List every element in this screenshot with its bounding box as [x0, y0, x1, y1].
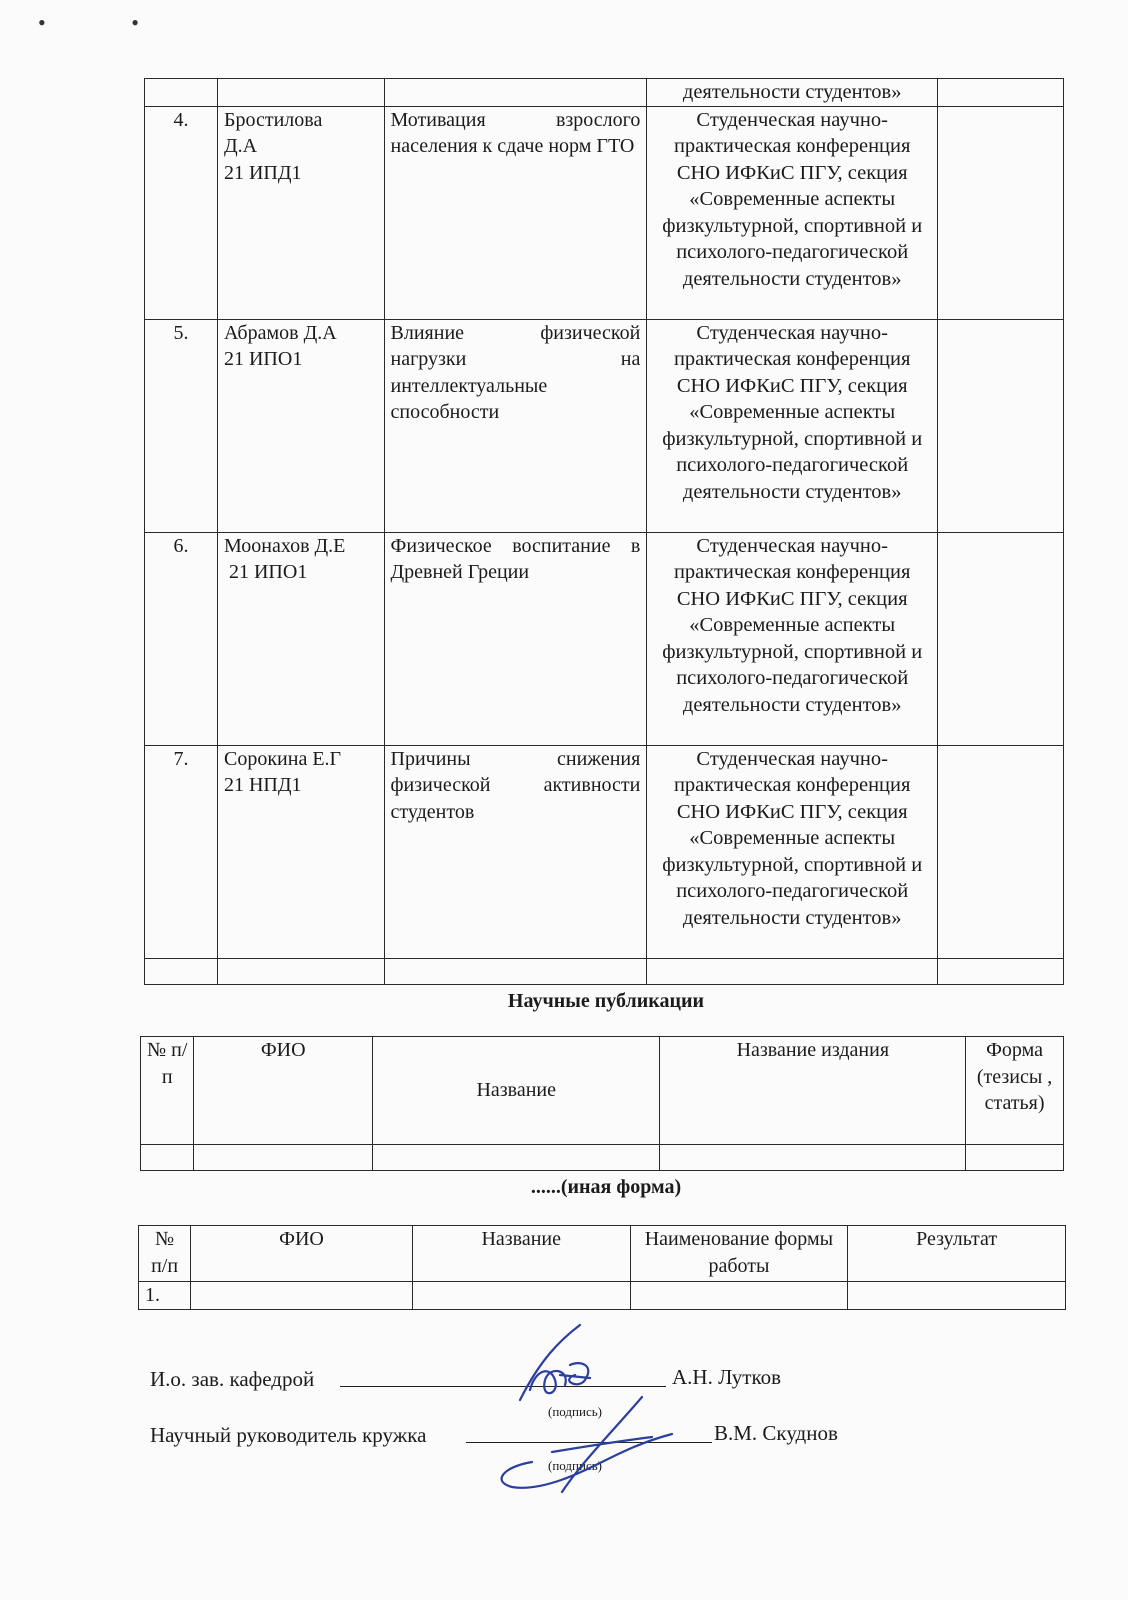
cell-title — [384, 958, 647, 984]
cell-fio — [217, 532, 384, 745]
cell-num — [145, 958, 218, 984]
cell-conference: Студенческая научно-практическая конференция СНО ИФКиС ПГУ, секция «Современные аспекты физкультурной, спортивной и психолого-педагогической деятельности студентов» — [647, 319, 938, 532]
group-line: 21 ИПО1 — [228, 561, 308, 583]
group-line: 21 ИПО1 — [223, 348, 303, 370]
cell-title: Причины снижения физической активности студентов — [384, 745, 647, 958]
publications-heading: Научные публикации — [507, 990, 705, 1012]
cell-num: 1. — [139, 1282, 191, 1310]
cell-title — [384, 79, 647, 107]
cell-fio — [217, 745, 384, 958]
cell-title: Мотивация взрослого населения к сдаче норм ГТО — [384, 106, 647, 319]
cell-result — [938, 319, 1064, 532]
cell-fio — [217, 958, 384, 984]
cell — [660, 1145, 966, 1171]
cell — [848, 1282, 1066, 1310]
scan-dots: • • — [38, 10, 179, 35]
cell-conference: Студенческая научно-практическая конференция СНО ИФКиС ПГУ, секция «Современные аспекты физкультурной, спортивной и психолого-педагогической деятельности студентов» — [647, 106, 938, 319]
cell-fio — [217, 106, 384, 319]
header-form: Форма (тезисы , статья) — [966, 1037, 1064, 1145]
cell-num — [145, 79, 218, 107]
header-fio: ФИО — [194, 1037, 373, 1145]
header-result: Результат — [848, 1226, 1066, 1282]
table-row — [139, 1282, 1066, 1310]
cell-result — [938, 745, 1064, 958]
cell-num: 5. — [145, 319, 218, 532]
head-label: И.о. зав. кафедрой — [150, 1367, 315, 1391]
table-row — [145, 319, 1064, 532]
cell-num: 4. — [145, 106, 218, 319]
header-title: Название — [373, 1037, 660, 1145]
cell-result — [938, 106, 1064, 319]
cell-conference: Студенческая научно-практическая конференция СНО ИФКиС ПГУ, секция «Современные аспекты физкультурной, спортивной и психолого-педагогической деятельности студентов» — [647, 745, 938, 958]
cell — [194, 1145, 373, 1171]
cell — [141, 1145, 194, 1171]
header-num: № п/п — [139, 1226, 191, 1282]
table-row — [145, 958, 1064, 984]
cell-conference: Студенческая научно-практическая конференция СНО ИФКиС ПГУ, секция «Современные аспекты физкультурной, спортивной и психолого-педагогической деятельности студентов» — [647, 532, 938, 745]
cell-conference: деятельности студентов» — [647, 79, 938, 107]
cell — [191, 1282, 413, 1310]
table-row — [145, 106, 1064, 319]
cell-conference — [647, 958, 938, 984]
fio-line: Сорокина Е.Г — [223, 747, 342, 770]
header-form: Наименование формы работы — [630, 1226, 848, 1282]
cell-title: Физическое воспитание в Древней Греции — [384, 532, 647, 745]
table-row — [145, 532, 1064, 745]
signature-caption: (подпись) — [548, 1404, 602, 1419]
cell-fio — [217, 79, 384, 107]
header-num: № п/ п — [141, 1037, 194, 1145]
cell-result — [938, 79, 1064, 107]
cell — [966, 1145, 1064, 1171]
conference-table — [144, 78, 1064, 985]
header-edition: Название издания — [660, 1037, 966, 1145]
table-header-row — [139, 1226, 1066, 1282]
table-row — [141, 1145, 1064, 1171]
supervisor-name: В.М. Скуднов — [714, 1421, 838, 1445]
cell-num: 7. — [145, 745, 218, 958]
table-row — [145, 79, 1064, 107]
header-title: Название — [412, 1226, 630, 1282]
group-line: 21 НПД1 — [223, 774, 302, 796]
fio-line: Абрамов Д.А — [223, 321, 337, 344]
group-line: 21 ИПД1 — [223, 161, 302, 184]
cell — [373, 1145, 660, 1171]
cell — [630, 1282, 848, 1310]
cell-title: Влияние физической нагрузки на интеллектуальные способности — [384, 319, 647, 532]
table-row — [145, 745, 1064, 958]
head-name: А.Н. Лутков — [672, 1365, 782, 1389]
cell-result — [938, 532, 1064, 745]
fio-line: Моонахов Д.Е — [223, 534, 346, 557]
publications-table — [140, 1036, 1064, 1171]
header-fio: ФИО — [191, 1226, 413, 1282]
cell-num: 6. — [145, 532, 218, 745]
cell-result — [938, 958, 1064, 984]
other-form-table — [138, 1225, 1066, 1310]
fio-line: Бростилова — [223, 108, 323, 131]
signature-supervisor-icon — [492, 1392, 692, 1502]
fio-line: Д.А — [223, 135, 258, 157]
other-form-heading: ......(иная форма) — [530, 1176, 682, 1198]
cell — [412, 1282, 630, 1310]
signature-caption: (подпись) — [548, 1458, 602, 1473]
table-header-row — [141, 1037, 1064, 1145]
supervisor-label: Научный руководитель кружка — [150, 1423, 427, 1447]
cell-fio — [217, 319, 384, 532]
